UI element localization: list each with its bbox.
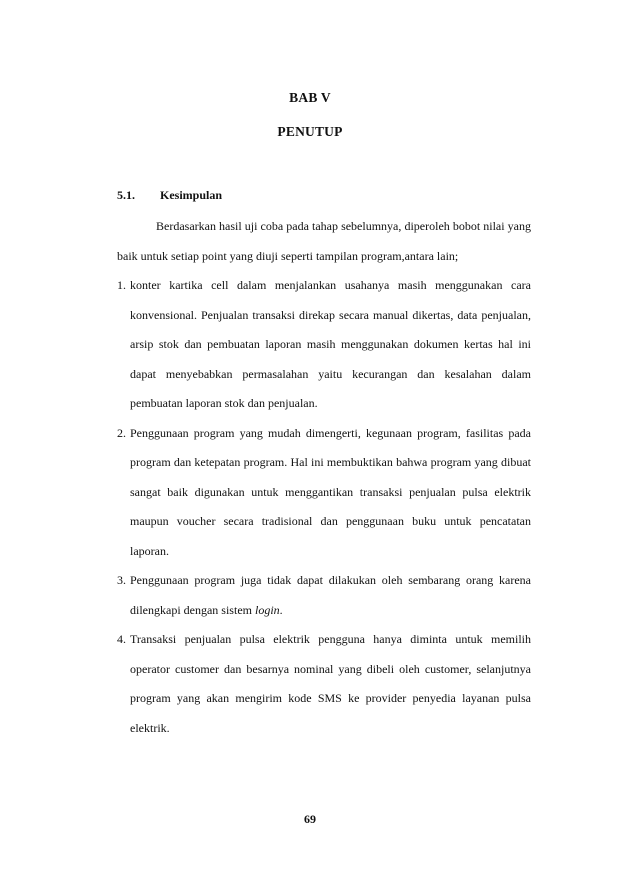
list-item bbox=[117, 566, 531, 625]
list-item bbox=[117, 625, 531, 743]
list-item-text: Penggunaan program yang mudah dimengerti, kegunaan program, fasilitas pada program dan ketepatan program. Hal ini membuktikan bahwa program yang dibuat sangat baik digunakan untuk menggantikan transaksi penjualan pulsa elektrik maupun voucher secara tradisional dan penggunaan buku untuk pencatatan laporan. bbox=[130, 425, 531, 558]
body-text bbox=[117, 212, 531, 743]
page-number: 69 bbox=[304, 812, 316, 826]
list-marker: 1. bbox=[117, 278, 126, 292]
chapter-number: BAB V bbox=[289, 90, 331, 105]
section-number: 5.1. bbox=[117, 188, 135, 202]
chapter-title: PENUTUP bbox=[277, 124, 343, 139]
section-title: Kesimpulan bbox=[160, 188, 223, 202]
list-item bbox=[117, 271, 531, 419]
intro-paragraph: Berdasarkan hasil uji coba pada tahap sebelumnya, diperoleh bobot nilai yang baik untuk setiap point yang diuji seperti tampilan program,antara lain; bbox=[117, 219, 531, 263]
list-item-text: Penggunaan program juga tidak dapat dilakukan oleh sembarang orang karena dilengkapi dengan sistem bbox=[130, 573, 531, 617]
list-item-text: konter kartika cell dalam menjalankan usahanya masih menggunakan cara konvensional. Penjualan transaksi direkap secara manual dikertas, data penjualan, arsip stok dan pembuatan laporan masih menggunakan dokumen kertas hal ini dapat menyebabkan permasalahan yaitu kecurangan dan kesalahan dalam pembuatan laporan stok dan penjualan. bbox=[130, 278, 531, 410]
list-marker: 3. bbox=[117, 573, 126, 587]
list-item-italic-term: login bbox=[254, 602, 280, 617]
list-item-text: Transaksi penjualan pulsa elektrik pengguna hanya diminta untuk memilih operator customer dan besarnya nominal yang dibeli oleh customer, selanjutnya program yang akan mengirim kode SMS ke provider penyedia layanan pulsa elektrik. bbox=[130, 632, 531, 735]
list-item-text-end: . bbox=[279, 602, 283, 617]
list-marker: 4. bbox=[117, 632, 126, 646]
list-marker: 2. bbox=[117, 425, 126, 440]
list-item bbox=[117, 419, 531, 567]
conclusion-list bbox=[117, 271, 531, 743]
section-heading bbox=[117, 188, 222, 203]
